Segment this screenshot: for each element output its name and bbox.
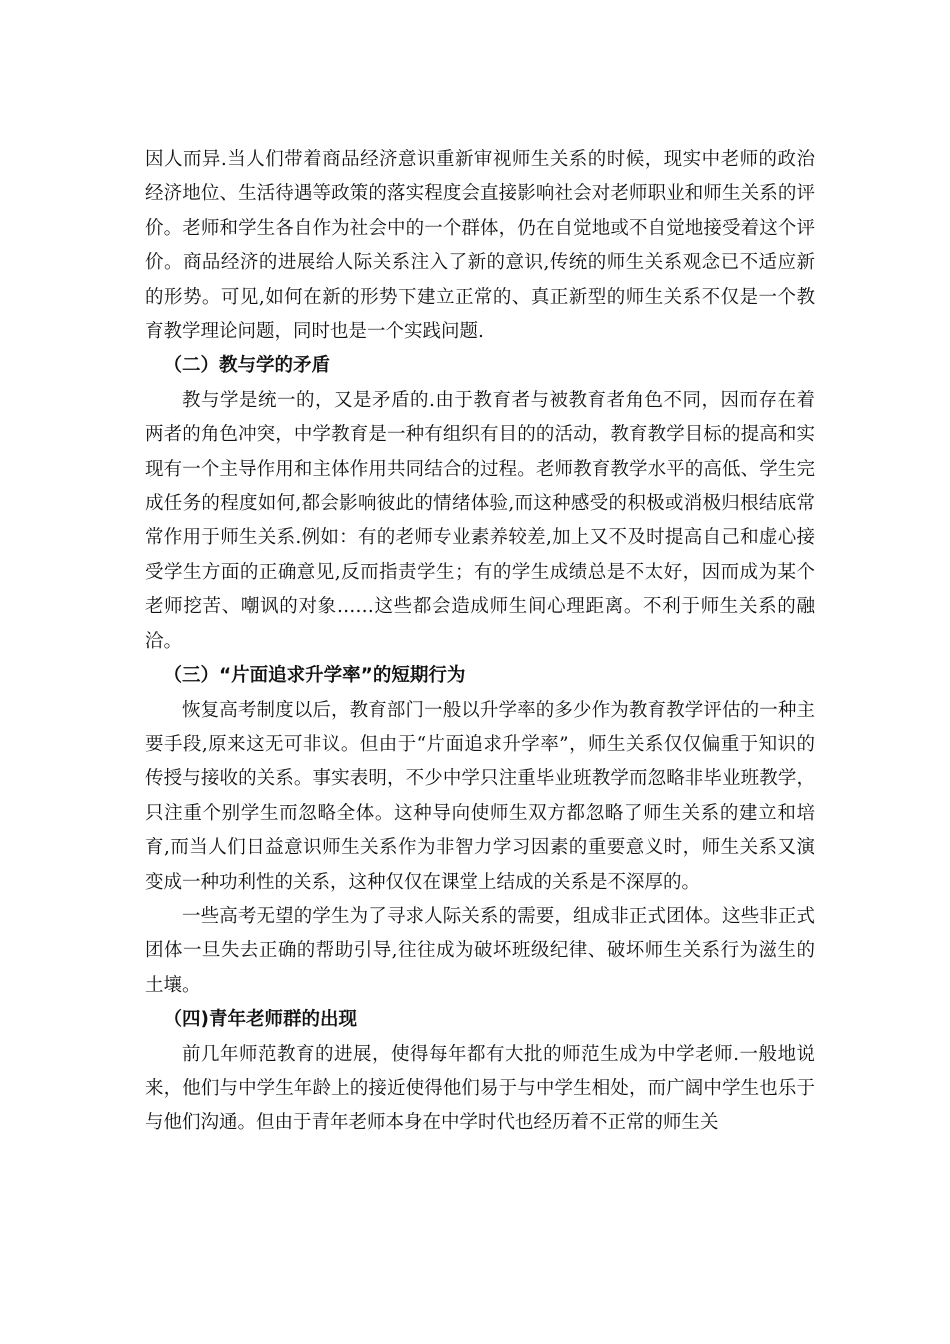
paragraph-informal-groups: 一些高考无望的学生为了寻求人际关系的需要，组成非正式团体。这些非正式团体一旦失去正确的帮助引导,往往成为破坏班级纪律、破坏师生关系行为滋生的土壤。 (145, 905, 815, 996)
section-heading-2: （二）教与学的矛盾 (163, 355, 331, 377)
paragraph-young-teachers: 前几年师范教育的进展，使得每年都有大批的师范生成为中学老师.一般地说来，他们与中学生年龄上的接近使得他们易于与中学生相处，而广阔中学生也乐于与他们沟通。但由于青年老师本身在中学时代也经历着不正常的师生关 (145, 1043, 815, 1134)
section-heading-4: （四)青年老师群的出现 (163, 1009, 357, 1031)
document-body (145, 143, 815, 1141)
paragraph-continued: 因人而异.当人们带着商品经济意识重新审视师生关系的时候，现实中老师的政治经济地位、生活待遇等政策的落实程度会直接影响社会对老师职业和师生关系的评价。老师和学生各自作为社会中的一个群体，仍在自觉地或不自觉地接受着这个评价。商品经济的进展给人际关系注入了新的意识,传统的师生关系观念已不适应新的形势。可见,如何在新的形势下建立正常的、真正新型的师生关系不仅是一个教育教学理论问题，同时也是一个实践问题. (145, 149, 815, 343)
paragraph-enrollment-rate: 恢复高考制度以后，教育部门一般以升学率的多少作为教育教学评估的一种主要手段,原来这无可非议。但由于“片面追求升学率”，师生关系仅仅偏重于知识的传授与接收的关系。事实表明，不少中学只注重毕业班教学而忽略非毕业班教学，只注重个别学生而忽略全体。这种导向使师生双方都忽略了师生关系的建立和培育,而当人们日益意识师生关系作为非智力学习因素的重要意义时，师生关系又演变成一种功利性的关系，这种仅仅在课堂上结成的关系是不深厚的。 (145, 699, 815, 893)
paragraph-teaching-learning: 教与学是统一的，又是矛盾的.由于教育者与被教育者角色不同，因而存在着两者的角色冲突，中学教育是一种有组织有目的的活动，教育教学目标的提高和实现有一个主导作用和主体作用共同结合的过程。老师教育教学水平的高低、学生完成任务的程度如何,都会影响彼此的情绪体验,而这种感受的积极或消极归根结底常常作用于师生关系.例如：有的老师专业素养较差,加上又不及时提高自己和虚心接受学生方面的正确意见,反而指责学生；有的学生成绩总是不太好，因而成为某个老师挖苦、嘲讽的对象……这些都会造成师生间心理距离。不利于师生关系的融洽。 (145, 389, 815, 652)
section-heading-3: （三）“片面追求升学率”的短期行为 (163, 665, 466, 687)
